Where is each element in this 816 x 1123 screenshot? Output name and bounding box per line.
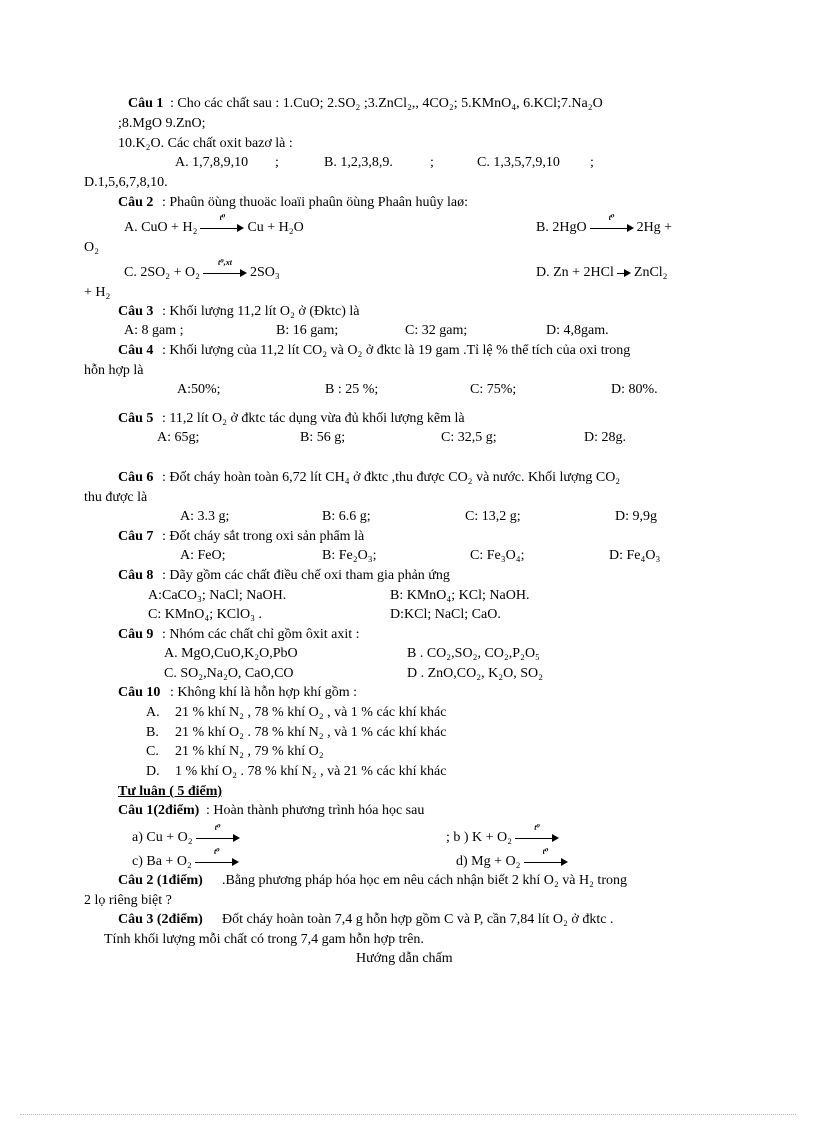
chemical-equation bbox=[132, 822, 243, 847]
question-label: Câu 1 bbox=[128, 96, 164, 111]
text-line: A:CaCO₃; NaCl; NaOH. bbox=[148, 588, 287, 603]
text-line: Hướng dẫn chấm bbox=[356, 951, 453, 966]
text-line: 21 % khí N₂ , 79 % khí O₂ bbox=[175, 744, 324, 759]
text-line: C. 1,3,5,7,9,10 bbox=[477, 155, 560, 170]
equation-reactants: c) Ba + O₂ bbox=[132, 854, 192, 869]
reaction-arrow-icon bbox=[200, 212, 244, 233]
question-label: Câu 2 (1điểm) bbox=[118, 873, 203, 888]
equation-products: 2SO₃ bbox=[250, 265, 280, 280]
text-line: D: 80%. bbox=[611, 382, 658, 397]
text-line: D: 9,9g bbox=[615, 509, 657, 524]
text-line: B. 1,2,3,8,9. bbox=[324, 155, 393, 170]
text-line: A: 3.3 g; bbox=[180, 509, 230, 524]
reaction-condition: t⁰ bbox=[608, 212, 615, 222]
question-label: Câu 1(2điểm) bbox=[118, 803, 200, 818]
equation-products: Cu + H₂O bbox=[247, 220, 304, 235]
reaction-condition: t⁰ bbox=[534, 822, 540, 832]
chemical-equation bbox=[446, 822, 562, 847]
text-line: + H₂ bbox=[84, 285, 111, 300]
text-line: O₂ bbox=[84, 240, 99, 255]
text-line: : Hoàn thành phương trình hóa học sau bbox=[206, 803, 425, 818]
text-line: C. SO₂,Na₂O, CaO,CO bbox=[164, 666, 294, 681]
text-line: : Dãy gồm các chất điều chế oxi tham gia phản ứng bbox=[162, 568, 450, 583]
chemical-equation bbox=[124, 257, 280, 282]
equation-products: 2Hg + bbox=[636, 220, 673, 235]
text-line: B: Fe₂O₃; bbox=[322, 548, 377, 563]
text-line: C: 32,5 g; bbox=[441, 430, 497, 445]
text-line: 21 % khí N₂ , 78 % khí O₂ , và 1 % các khí khác bbox=[175, 705, 447, 720]
text-line: : Cho các chất sau : 1.CuO; 2.SO₂ ;3.ZnCl₂,, 4CO₂; 5.KMnO₄, 6.KCl;7.Na₂O bbox=[170, 96, 603, 111]
text-line: B: 16 gam; bbox=[276, 323, 339, 338]
text-line: B: 56 g; bbox=[300, 430, 346, 445]
chemical-equation bbox=[536, 212, 673, 237]
chemical-equation bbox=[536, 264, 668, 282]
reaction-condition: t⁰ bbox=[213, 846, 220, 856]
reaction-arrow-icon bbox=[196, 822, 240, 843]
reaction-condition: t⁰,xt bbox=[218, 257, 232, 267]
text-line: D: 4,8gam. bbox=[546, 323, 609, 338]
equation-reactants: C. 2SO₂ + O₂ bbox=[124, 265, 201, 280]
question-label: Câu 4 bbox=[118, 343, 154, 358]
text-line: A: 8 gam ; bbox=[124, 323, 184, 338]
chemical-equation bbox=[132, 846, 242, 871]
text-line: : Khối lượng 11,2 lít O₂ ở (Đktc) là bbox=[162, 304, 360, 319]
text-line: 21 % khí O₂ . 78 % khí N₂ , và 1 % các khí khác bbox=[175, 725, 447, 740]
reaction-arrow-icon bbox=[617, 268, 631, 278]
text-line: : Đốt cháy hoàn toàn 6,72 lít CH₄ ở đktc ,thu được CO₂ và nước. Khối lượng CO₂ bbox=[162, 470, 621, 485]
question-label: Câu 2 bbox=[118, 195, 154, 210]
reaction-arrow-icon bbox=[515, 822, 559, 843]
text-line: : Phaûn öùng thuoäc loaïi phaûn öùng Phaân huûy laø: bbox=[162, 195, 469, 210]
equation-reactants: ; b ) K + O₂ bbox=[446, 830, 513, 845]
text-line: D.1,5,6,7,8,10. bbox=[84, 175, 168, 190]
equation-reactants: B. 2HgO bbox=[536, 220, 587, 235]
text-line: D: Fe₄O₃ bbox=[609, 548, 661, 563]
equation-products: ZnCl₂ bbox=[633, 265, 668, 280]
reaction-arrow-icon bbox=[524, 846, 568, 867]
text-line: ; bbox=[430, 155, 434, 170]
page-bottom-divider bbox=[20, 1114, 796, 1115]
equation-reactants: A. CuO + H₂ bbox=[124, 220, 198, 235]
equation-reactants: a) Cu + O₂ bbox=[132, 830, 193, 845]
text-line: B . CO₂,SO₂, CO₂,P₂O₅ bbox=[407, 646, 540, 661]
text-line: ; bbox=[590, 155, 594, 170]
question-label: Câu 7 bbox=[118, 529, 154, 544]
reaction-arrow-icon bbox=[590, 212, 634, 233]
reaction-arrow-icon bbox=[195, 846, 239, 867]
text-line: .Bằng phương pháp hóa học em nêu cách nhận biết 2 khí O₂ và H₂ trong bbox=[222, 873, 627, 888]
text-line: hỗn hợp là bbox=[84, 363, 144, 378]
text-line: D. bbox=[146, 764, 160, 779]
text-line: : 11,2 lít O₂ ở đktc tác dụng vừa đủ khối lượng kẽm là bbox=[162, 411, 465, 426]
question-label: Câu 6 bbox=[118, 470, 154, 485]
question-label: Câu 10 bbox=[118, 685, 161, 700]
reaction-condition: t⁰ bbox=[214, 822, 221, 832]
text-line: B : 25 %; bbox=[325, 382, 379, 397]
text-line: C: Fe₃O₄; bbox=[470, 548, 525, 563]
text-line: C: 13,2 g; bbox=[465, 509, 521, 524]
text-line: : Không khí là hỗn hợp khí gồm : bbox=[170, 685, 358, 700]
text-line: A. bbox=[146, 705, 160, 720]
text-line: Tính khối lượng mỗi chất có trong 7,4 gam hỗn hợp trên. bbox=[104, 932, 424, 947]
question-label: Câu 8 bbox=[118, 568, 154, 583]
question-label: Tư luân ( 5 điểm) bbox=[118, 784, 223, 799]
text-line: A:50%; bbox=[177, 382, 221, 397]
text-line: D: 28g. bbox=[584, 430, 626, 445]
text-line: : Nhóm các chất chỉ gồm ôxit axit : bbox=[162, 627, 360, 642]
text-line: : Khối lượng của 11,2 lít CO₂ và O₂ ở đktc là 19 gam .Tỉ lệ % thể tích của oxi trong bbox=[162, 343, 631, 358]
text-line: 10.K₂O. Các chất oxit bazơ là : bbox=[118, 136, 293, 151]
reaction-condition: t⁰ bbox=[219, 212, 226, 222]
chemical-equation bbox=[124, 212, 304, 237]
text-line: A. 1,7,8,9,10 bbox=[175, 155, 249, 170]
text-line: 1 % khí O₂ . 78 % khí N₂ , và 21 % các khí khác bbox=[175, 764, 447, 779]
text-line: Đốt cháy hoàn toàn 7,4 g hỗn hợp gồm C và P, cần 7,84 lít O₂ ở đktc . bbox=[222, 912, 614, 927]
reaction-arrow-icon bbox=[203, 257, 247, 278]
text-line: B. bbox=[146, 725, 159, 740]
question-label: Câu 9 bbox=[118, 627, 154, 642]
question-label: Câu 5 bbox=[118, 411, 154, 426]
text-line: ; bbox=[275, 155, 279, 170]
text-line: A. MgO,CuO,K₂O,PbO bbox=[164, 646, 298, 661]
reaction-condition: t⁰ bbox=[542, 846, 549, 856]
text-line: C: 75%; bbox=[470, 382, 517, 397]
text-line: C. bbox=[146, 744, 159, 759]
question-label: Câu 3 (2điểm) bbox=[118, 912, 203, 927]
text-line: B: 6.6 g; bbox=[322, 509, 371, 524]
text-line: : Đốt cháy sắt trong oxi sản phẩm là bbox=[162, 529, 365, 544]
text-line: 2 lọ riêng biệt ? bbox=[84, 893, 172, 908]
text-line: B: KMnO₄; KCl; NaOH. bbox=[390, 588, 530, 603]
text-line: ;8.MgO 9.ZnO; bbox=[118, 116, 206, 131]
text-line: A: FeO; bbox=[180, 548, 226, 563]
equation-reactants: d) Mg + O₂ bbox=[456, 854, 521, 869]
text-line: A: 65g; bbox=[157, 430, 200, 445]
text-line: C: 32 gam; bbox=[405, 323, 468, 338]
chemical-equation bbox=[456, 846, 571, 871]
text-line: C: KMnO₄; KClO₃ . bbox=[148, 607, 262, 622]
equation-reactants: D. Zn + 2HCl bbox=[536, 265, 614, 280]
question-label: Câu 3 bbox=[118, 304, 154, 319]
text-line: thu được là bbox=[84, 490, 148, 505]
text-line: D . ZnO,CO₂, K₂O, SO₂ bbox=[407, 666, 543, 681]
text-line: D:KCl; NaCl; CaO. bbox=[390, 607, 501, 622]
